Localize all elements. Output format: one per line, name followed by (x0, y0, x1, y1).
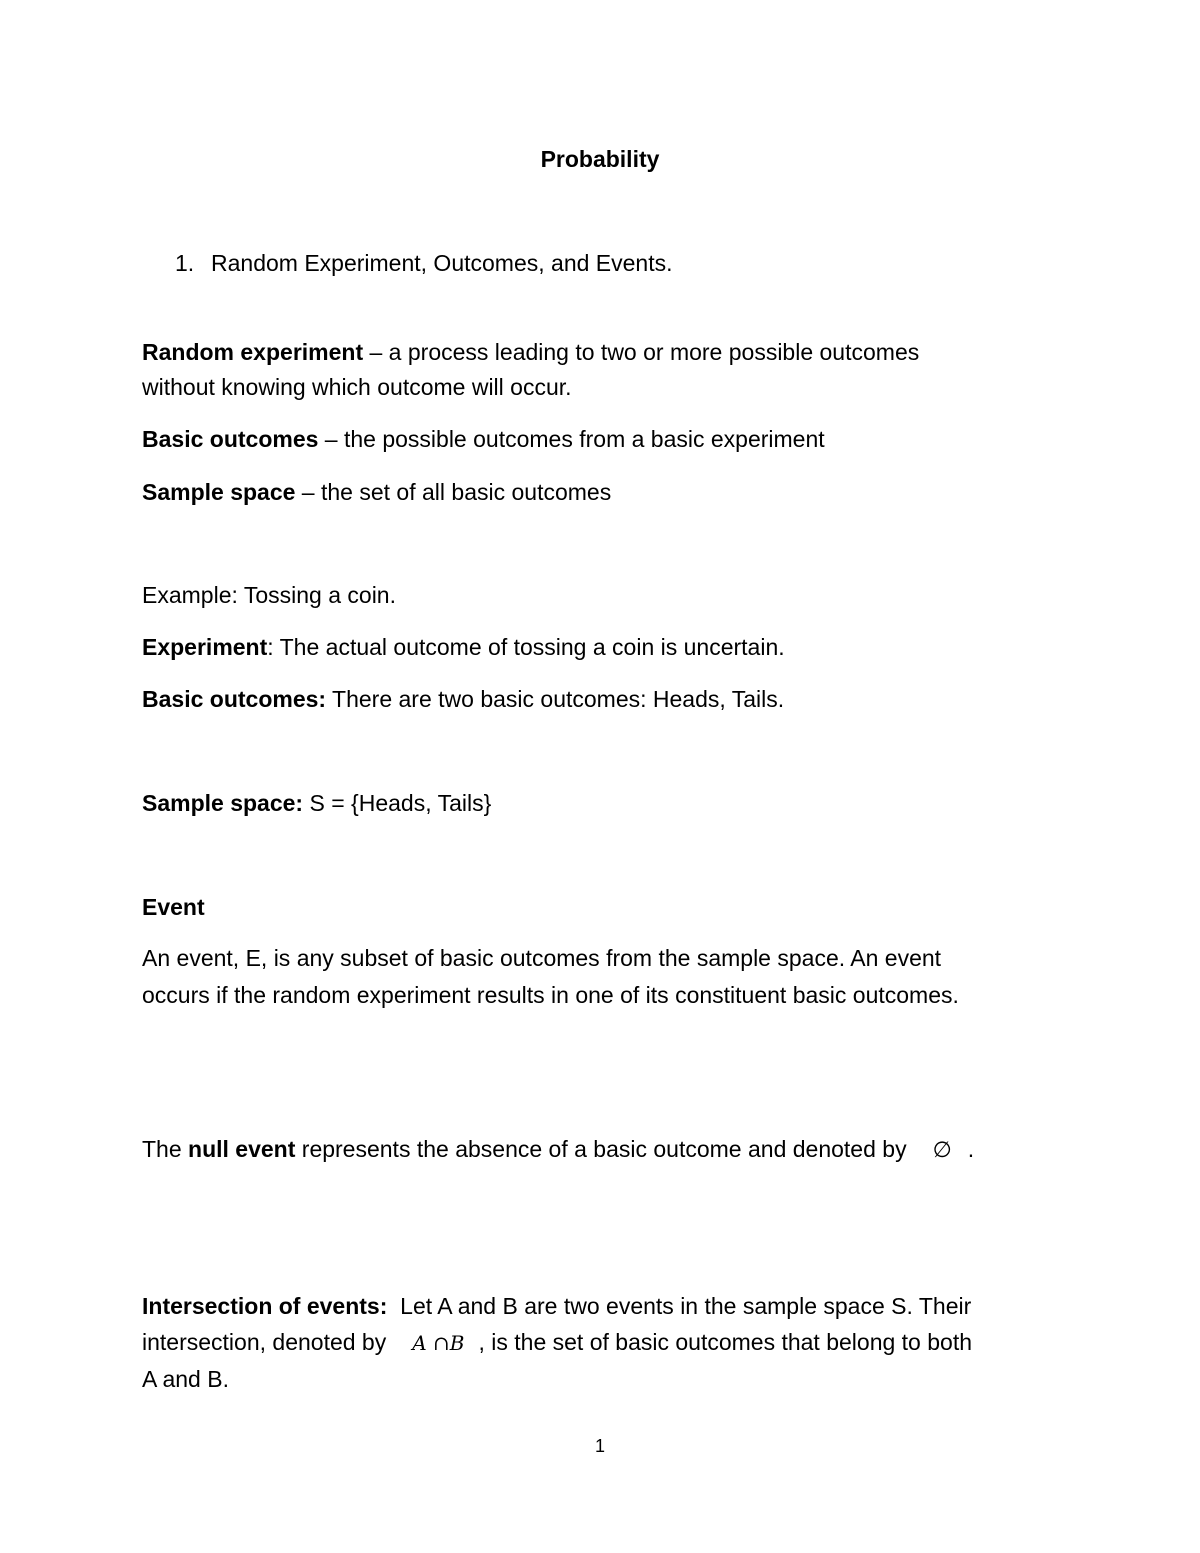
sample-space-term: Sample space (142, 479, 296, 505)
example-sample-space (142, 788, 491, 818)
page-number: 1 (594, 1436, 605, 1456)
null-event-end: . (967, 1136, 975, 1162)
section-heading-text: Random Experiment, Outcomes, and Events. (211, 250, 673, 276)
intersection-symbol: A ∩B (412, 1331, 465, 1355)
example-outcomes-term: Basic outcomes: (142, 686, 327, 712)
intersection-text-line2-prefix: intersection, denoted by (142, 1329, 387, 1355)
sample-space-text: – the set of all basic outcomes (295, 479, 612, 505)
example-sample-term: Sample space: (142, 790, 304, 816)
random-experiment-text-line2: without knowing which outcome will occur. (142, 374, 572, 400)
basic-outcomes-term: Basic outcomes (142, 426, 319, 452)
event-text-line2: occurs if the random experiment results in one of its constituent basic outcomes. (142, 982, 959, 1008)
example-outcomes (142, 684, 784, 714)
example-experiment (142, 632, 785, 662)
random-experiment-term: Random experiment (142, 339, 364, 365)
example-experiment-term: Experiment (142, 634, 268, 660)
example-intro: Example: Tossing a coin. (142, 582, 396, 608)
null-event-text: represents the absence of a basic outcome and denoted by (295, 1136, 907, 1162)
intersection-term: Intersection of events: (142, 1293, 388, 1319)
intersection-definition-line2 (142, 1327, 972, 1358)
example-experiment-text: : The actual outcome of tossing a coin is uncertain. (267, 634, 785, 660)
random-experiment-text-line1: – a process leading to two or more possible outcomes (363, 339, 920, 365)
intersection-text-line3: A and B. (142, 1366, 229, 1392)
empty-set-symbol: ∅ (932, 1138, 952, 1163)
event-text-line1: An event, E, is any subset of basic outcomes from the sample space. An event (142, 945, 942, 971)
basic-outcomes-definition (142, 424, 825, 454)
intersection-definition-line1 (142, 1291, 971, 1321)
null-event-term: null event (188, 1136, 296, 1162)
event-heading (142, 892, 205, 922)
example-outcomes-text: There are two basic outcomes: Heads, Tails. (326, 686, 785, 712)
event-heading-text: Event (142, 894, 205, 920)
page-title: Probability (540, 146, 660, 172)
example-sample-text: S = {Heads, Tails} (303, 790, 492, 816)
random-experiment-definition (142, 337, 919, 367)
basic-outcomes-text: – the possible outcomes from a basic experiment (318, 426, 825, 452)
null-event-prefix: The (142, 1136, 189, 1162)
section-heading (175, 248, 673, 278)
intersection-text-line2-suffix: , is the set of basic outcomes that belong to both (478, 1329, 973, 1355)
section-number: 1. (175, 250, 195, 276)
null-event-definition (142, 1134, 974, 1166)
intersection-text-line1: Let A and B are two events in the sample space S. Their (387, 1293, 972, 1319)
sample-space-definition (142, 477, 611, 507)
